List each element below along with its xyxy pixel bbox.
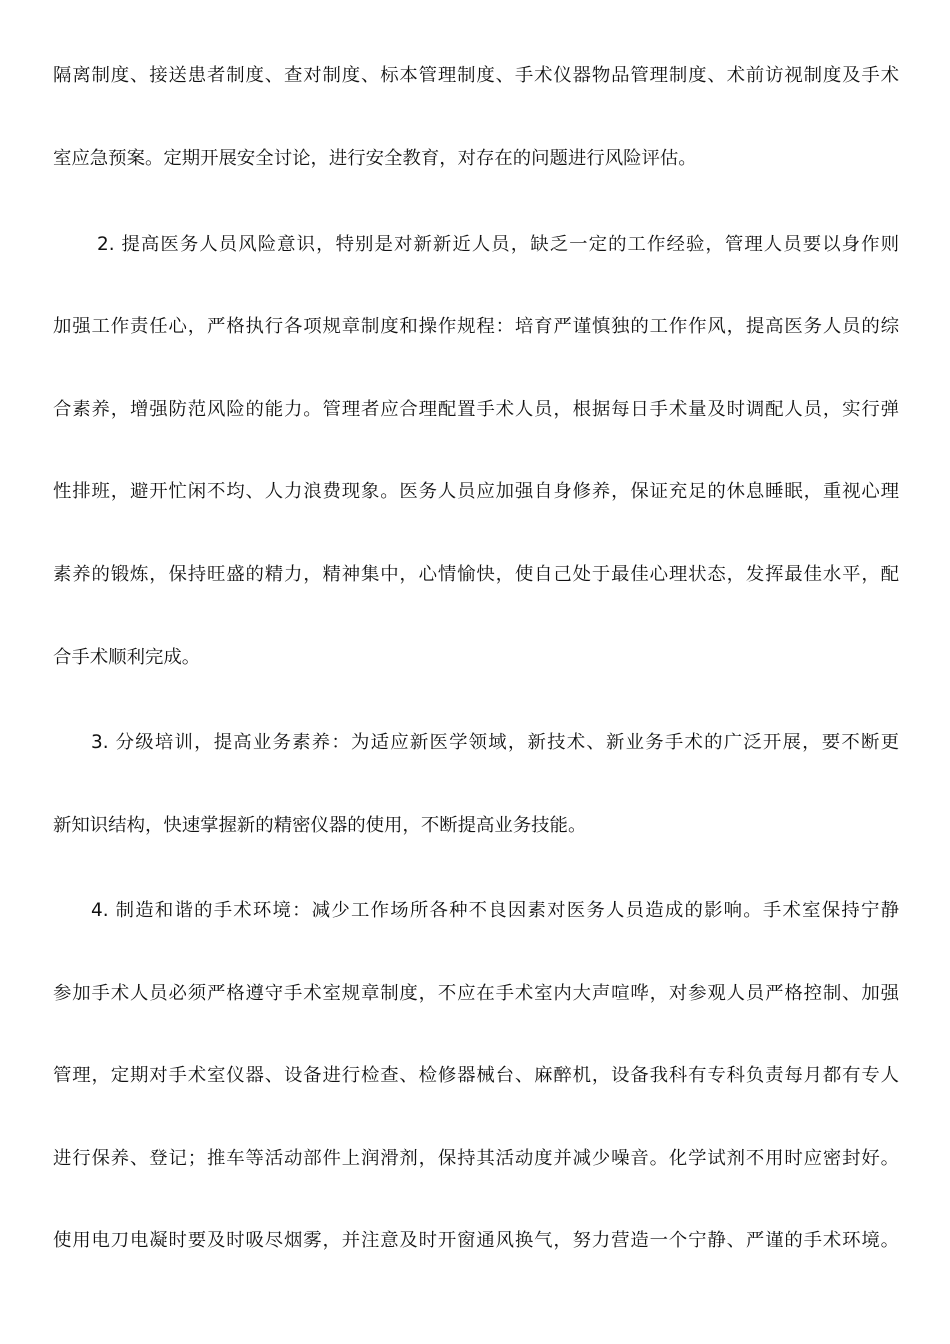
text-line: 3. 分级培训，提高业务素养：为适应新医学领域，新技术、新业务手术的广泛开展，要不断更 bbox=[91, 732, 899, 753]
text-line: 加强工作责任心，严格执行各项规章制度和操作规程：培育严谨慎独的工作作风，提高医务人员的综 bbox=[53, 316, 899, 337]
text-line: 隔离制度、接送患者制度、查对制度、标本管理制度、手术仪器物品管理制度、术前访视制度及手术 bbox=[53, 65, 899, 86]
text-line: 使用电刀电凝时要及时吸尽烟雾，并注意及时开窗通风换气，努力营造一个宁静、严谨的手术环境。 bbox=[53, 1230, 899, 1251]
text-line: 性排班，避开忙闲不均、人力浪费现象。医务人员应加强自身修养，保证充足的休息睡眠，重视心理 bbox=[53, 481, 899, 502]
text-line: 新知识结构，快速掌握新的精密仪器的使用，不断提高业务技能。 bbox=[53, 815, 587, 836]
text-line: 管理，定期对手术室仪器、设备进行检查、检修器械台、麻醉机，设备我科有专科负责每月都有专人 bbox=[53, 1065, 899, 1086]
text-line: 合素养，增强防范风险的能力。管理者应合理配置手术人员，根据每日手术量及时调配人员，实行弹 bbox=[53, 399, 899, 420]
text-line: 进行保养、登记；推车等活动部件上润滑剂，保持其活动度并减少噪音。化学试剂不用时应密封好。 bbox=[53, 1148, 899, 1169]
text-line: 素养的锻炼，保持旺盛的精力，精神集中，心情愉快，使自己处于最佳心理状态，发挥最佳水平，配 bbox=[53, 564, 899, 585]
text-line: 合手术顺利完成。 bbox=[53, 647, 201, 668]
text-line: 2. 提高医务人员风险意识，特别是对新新近人员，缺乏一定的工作经验，管理人员要以身作则 bbox=[97, 234, 899, 255]
text-line: 4. 制造和谐的手术环境：减少工作场所各种不良因素对医务人员造成的影响。手术室保持宁静 bbox=[91, 900, 899, 921]
text-line: 参加手术人员必须严格遵守手术室规章制度，不应在手术室内大声喧哗，对参观人员严格控制、加强 bbox=[53, 983, 899, 1004]
text-line: 室应急预案。定期开展安全讨论，进行安全教育，对存在的问题进行风险评估。 bbox=[53, 148, 697, 169]
